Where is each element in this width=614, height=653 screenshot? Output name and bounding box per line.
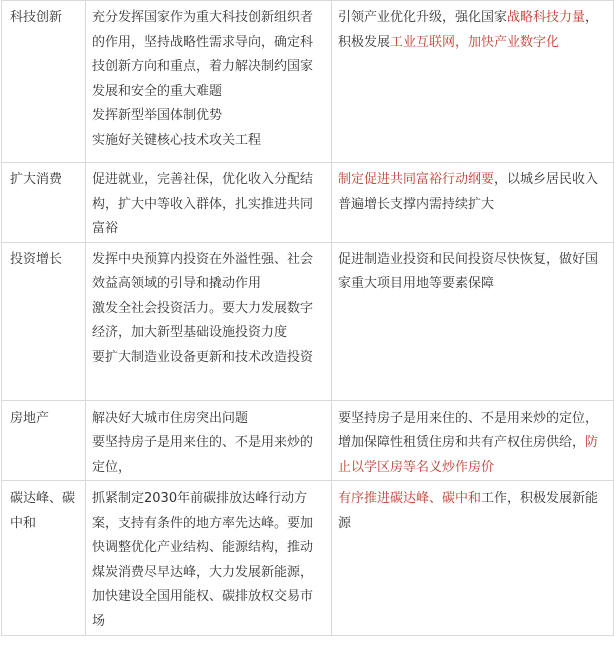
policy-line: 充分发挥国家作为重大科技创新组织者的作用，坚持战略性需求导向，确定科技创新方向和重点，着力解决制约国家发展和安全的重大难题	[92, 10, 314, 99]
policy-table	[1, 0, 614, 636]
table-row	[2, 481, 614, 636]
policy-line: 解决好大城市住房突出问题	[92, 410, 249, 426]
policy-cell	[86, 163, 332, 243]
policy-line: 发挥新型举国体制优势	[92, 108, 223, 123]
policy-line: 激发全社会投资活力。要大力发展数字经济，加大新型基础设施投资力度	[92, 300, 314, 340]
highlight-text: 制定促进共同富裕行动纲要	[338, 172, 495, 187]
effect-cell	[332, 163, 614, 243]
category-cell: 投资增长	[2, 242, 86, 400]
table-row	[2, 400, 614, 481]
effect-text: 要坚持房子是用来住的、不是用来炒的定位，增加保障性租赁住房和共有产权住房供给，	[338, 410, 599, 450]
category-cell: 扩大消费	[2, 163, 86, 243]
policy-line: 发挥中央预算内投资在外溢性强、社会效益高领域的引导和撬动作用	[92, 251, 314, 291]
effect-text: 工作，积极发展新能源	[338, 491, 599, 531]
policy-cell	[86, 481, 332, 636]
effect-cell	[332, 481, 614, 636]
highlight-text: 防止以学区房等名义炒作房价	[338, 435, 599, 475]
policy-cell	[86, 1, 332, 163]
effect-text: 引领产业优化升级，强化国家	[338, 10, 508, 25]
policy-line: 要坚持房子是用来住的、不是用来炒的定位，	[92, 435, 314, 475]
category-cell: 碳达峰、碳中和	[2, 481, 86, 636]
effect-cell	[332, 242, 614, 400]
effect-text: ，积极发展	[338, 10, 599, 50]
highlight-text: 工业互联网，加快产业数字化	[390, 34, 560, 50]
policy-line: 抓紧制定2030年前碳排放达峰行动方案，支持有条件的地方率先达峰。要加快调整优化产业结构、能源结构，推动煤炭消费尽早达峰，大力发展新能源，加快建设全国用能权、碳排放权交易市场	[92, 491, 314, 629]
category-cell: 房地产	[2, 400, 86, 481]
highlight-text: 战略科技力量	[507, 10, 586, 25]
highlight-text: 有序推进碳达峰、碳中和	[338, 491, 482, 506]
effect-text: 促进制造业投资和民间投资尽快恢复，做好国家重大项目用地等要素保障	[338, 251, 599, 291]
table-row	[2, 242, 614, 400]
policy-cell	[86, 400, 332, 481]
policy-line: 实施好关键核心技术攻关工程	[92, 132, 262, 148]
policy-line: 促进就业，完善社保，优化收入分配结构，扩大中等收入群体，扎实推进共同富裕	[92, 172, 314, 236]
effect-text: ，以城乡居民收入普遍增长支撑内需持续扩大	[338, 172, 599, 212]
category-cell: 科技创新	[2, 1, 86, 163]
table-row	[2, 163, 614, 243]
policy-line: 要扩大制造业设备更新和技术改造投资	[92, 349, 314, 365]
table-row	[2, 1, 614, 163]
effect-cell	[332, 1, 614, 163]
effect-cell	[332, 400, 614, 481]
policy-cell	[86, 242, 332, 400]
